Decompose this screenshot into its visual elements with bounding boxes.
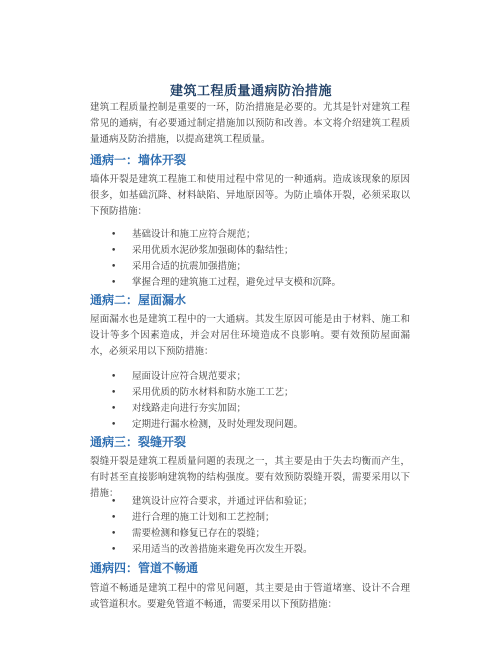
section-1-body: 墙体开裂是建筑工程施工和使用过程中常见的一种通病。造成该现象的原因很多，如基础沉降、材料缺陷、异地原因等。为防止墙体开裂，必须采取以下预防措施：	[90, 174, 410, 217]
list-item: • 定期进行漏水检测，及时处理发现问题。	[108, 417, 303, 433]
list-item: • 屋面设计应符合规范要求；	[108, 369, 303, 385]
list-item: • 采用合适的抗震加强措施；	[108, 259, 341, 275]
list-item: • 掌握合理的建筑施工过程，避免过早支模和沉降。	[108, 275, 341, 291]
section-2-body: 屋面漏水也是建筑工程中的一大通病。其发生原因可能是由于材料、施工和设计等多个因素造成，并会对居住环境造成不良影响。要有效预防屋面漏水，必须采用以下预防措施：	[90, 314, 410, 357]
section-3-heading: 通病三：裂缝开裂	[90, 435, 187, 449]
section-1-heading: 通病一：墙体开裂	[90, 153, 187, 167]
list-item: • 采用适当的改善措施来避免再次发生开裂。	[108, 542, 313, 558]
list-item: • 对线路走向进行夯实加固；	[108, 401, 303, 417]
section-1-list	[108, 227, 341, 291]
bullet-icon: •	[111, 372, 117, 382]
section-4-body: 管道不畅通是建筑工程中的常见问题，其主要是由于管道堵塞、设计不合理或管道积水。要避免管道不畅通，需要采用以下预防措施：	[90, 583, 410, 610]
bullet-icon: •	[111, 545, 117, 555]
bullet-icon: •	[111, 230, 117, 240]
list-item: • 采用优质的防水材料和防水施工工艺；	[108, 385, 303, 401]
list-item: • 采用优质水泥砂浆加强砌体的黏结性；	[108, 243, 341, 259]
list-item: • 需要检测和修复已存在的裂缝；	[108, 526, 313, 542]
list-item: • 基础设计和施工应符合规范；	[108, 227, 341, 243]
bullet-icon: •	[111, 262, 117, 272]
section-2-list	[108, 369, 303, 433]
bullet-icon: •	[111, 278, 117, 288]
bullet-icon: •	[111, 513, 117, 523]
section-2-heading: 通病二：屋面漏水	[90, 293, 187, 307]
bullet-icon: •	[111, 497, 117, 507]
intro-paragraph: 建筑工程质量控制是重要的一环，防治措施是必要的。尤其是针对建筑工程常见的通病，有必要通过制定措施加以预防和改善。本文将介绍建筑工程质量通病及防治措施，以提高建筑工程质量。	[90, 102, 410, 145]
bullet-icon: •	[111, 420, 117, 430]
bullet-icon: •	[111, 388, 117, 398]
section-3-list	[108, 494, 313, 558]
document-title: 建筑工程质量通病防治措施	[169, 84, 332, 99]
list-item: • 进行合理的施工计划和工艺控制；	[108, 510, 313, 526]
section-3-body: 裂缝开裂是建筑工程质量问题的表现之一，其主要是由于失去均衡而产生，有时甚至直接影响建筑物的结构强度。要有效预防裂缝开裂，需要采用以下措施：	[90, 456, 410, 499]
bullet-icon: •	[111, 529, 117, 539]
bullet-icon: •	[111, 404, 117, 414]
section-4-heading: 通病四：管道不畅通	[90, 561, 199, 575]
list-item: • 建筑设计应符合要求，并通过评估和验证；	[108, 494, 313, 510]
bullet-icon: •	[111, 246, 117, 256]
